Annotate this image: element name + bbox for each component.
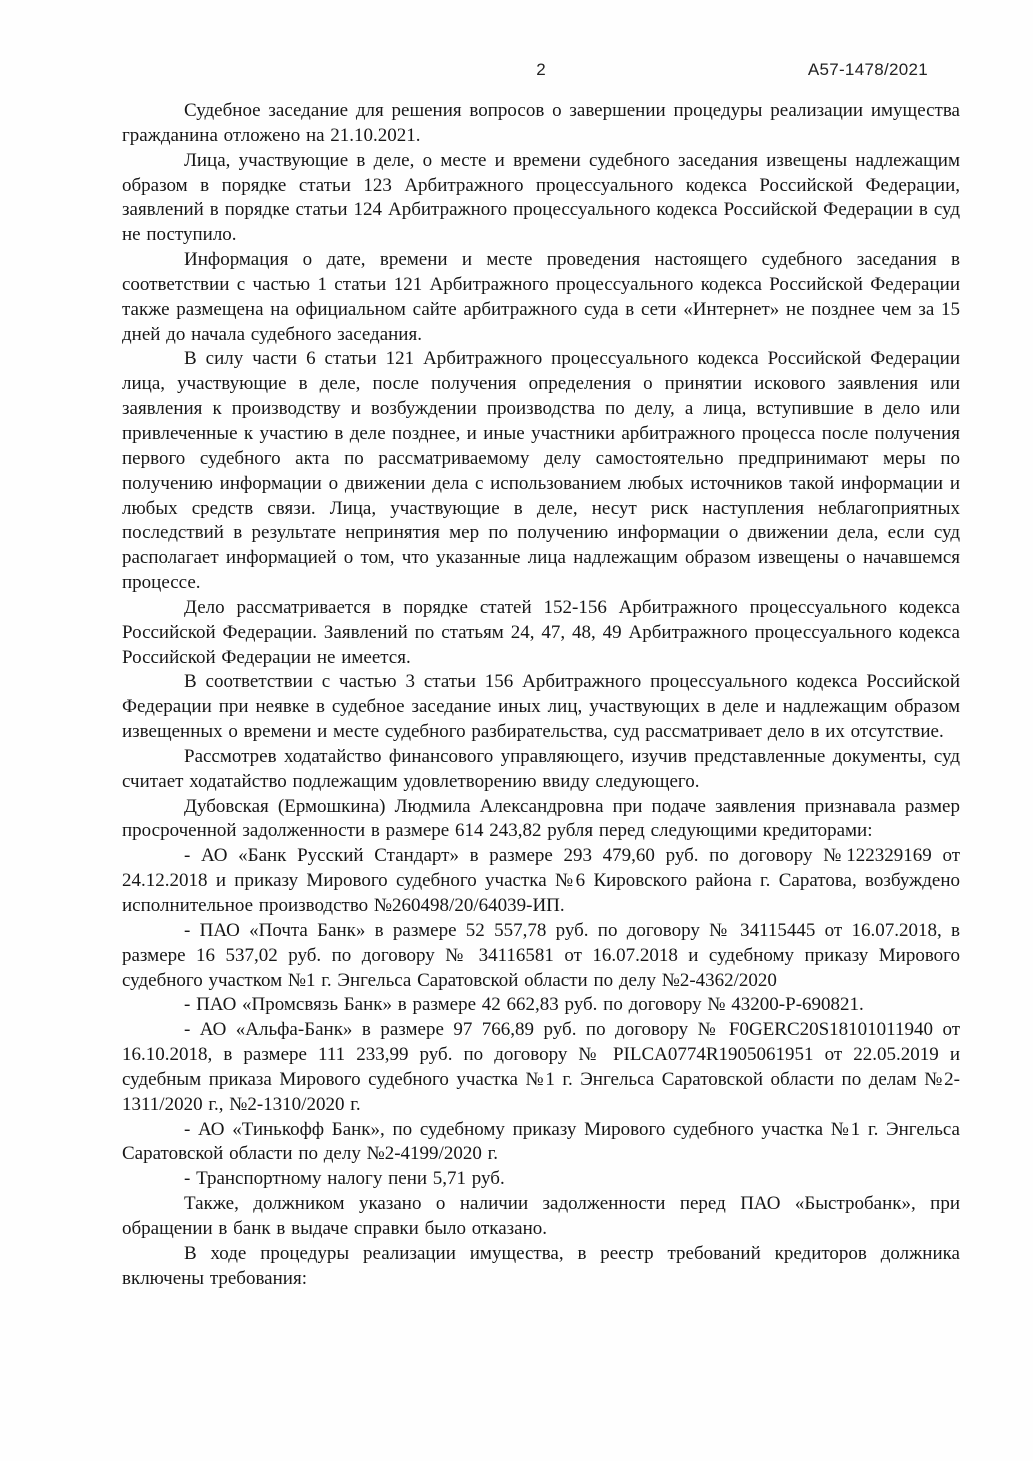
paragraph: Дело рассматривается в порядке статей 152-156 Арбитражного процессуального кодекса Российской Федерации. Заявлений по статьям 24, 47, 48, 49 Арбитражного процессуального кодекса Российской Федерации не имеется. — [122, 596, 960, 668]
paragraph creditor-item: - АО «Банк Русский Стандарт» в размере 293 479,60 руб. по договору №122329169 от 24.12.2018 и приказу Мирового судебного участка №6 Кировского района г. Саратова, возбуждено исполнительное производство №260498/20/64039-ИП. — [122, 845, 960, 916]
paragraph creditor-item: - ПАО «Промсвязь Банк» в размере 42 662,83 руб. по договору № 43200-Р-690821. — [184, 994, 864, 1016]
case-number: А57-1478/2021 — [807, 60, 928, 79]
paragraph creditor-item: - АО «Альфа-Банк» в размере 97 766,89 руб. по договору № F0GERC20S18101011940 от 16.10.2018, в размере 111 233,99 руб. по договору № PILCA0774R1905061951 от 22.05.2019 и судебным приказа Мирового судебного участка №1 г. Энгельса Саратовской области по делам №2-1311/2020 г., №2-1310/2020 г. — [122, 1019, 960, 1115]
paragraph: В соответствии с частью 3 статьи 156 Арбитражного процессуального кодекса Российской Федерации при неявке в судебное заседание иных лиц, участвующих в деле и надлежащим образом извещенных о времени и месте судебного разбирательства, суд рассматривает дело в их отсутствие. — [122, 671, 960, 743]
paragraph: Также, должником указано о наличии задолженности перед ПАО «Быстробанк», при обращении в банк в выдаче справки было отказано. — [122, 1193, 960, 1239]
paragraph: Информация о дате, времени и месте проведения настоящего судебного заседания в соответствии с частью 1 статьи 121 Арбитражного процессуального кодекса Российской Федерации также размещена на официальном сайте арбитражного суда в сети «Интернет» не позднее чем за 15 дней до начала судебного заседания. — [122, 249, 960, 345]
page-number: 2 — [536, 60, 546, 79]
paragraph creditor-item: - ПАО «Почта Банк» в размере 52 557,78 руб. по договору № 34115445 от 16.07.2018, в размере 16 537,02 руб. по договору № 34116581 от 16.07.2018 и судебному приказу Мирового судебного участком №1 г. Энгельса Саратовской области по делу №2-4362/2020 — [122, 919, 960, 991]
document-body — [122, 99, 960, 1292]
page-header — [122, 60, 960, 84]
paragraph: Лица, участвующие в деле, о месте и времени судебного заседания извещены надлежащим образом в порядке статьи 123 Арбитражного процессуального кодекса Российской Федерации, заявлений в порядке статьи 124 Арбитражного процессуального кодекса Российской Федерации в суд не поступило. — [122, 149, 960, 246]
paragraph creditor-item: - Транспортному налогу пени 5,71 руб. — [184, 1168, 505, 1190]
paragraph: В ходе процедуры реализации имущества, в реестр требований кредиторов должника включены требования: — [122, 1242, 960, 1289]
paragraph: Судебное заседание для решения вопросов о завершении процедуры реализации имущества гражданина отложено на 21.10.2021. — [122, 100, 960, 146]
paragraph: В силу части 6 статьи 121 Арбитражного процессуального кодекса Российской Федерации лица, участвующие в деле, после получения определения о принятии искового заявления или заявления к производству и возбуждении производства по делу, а лица, вступившие в дело или привлеченные к участию в деле позднее, и иные участники арбитражного процесса после получения первого судебного акта по рассматриваемому делу самостоятельно предпринимают меры по получению информации о движении дела с использованием любых источников такой информации и любых средств связи. Лица, участвующие в деле, несут риск наступления неблагоприятных последствий в результате непринятия мер по получению информации о движении дела, если суд располагает информацией о том, что указанные лица надлежащим образом извещены о начавшемся процессе. — [122, 348, 960, 594]
paragraph creditor-item: - АО «Тинькофф Банк», по судебному приказу Мирового судебного участка №1 г. Энгельса Саратовской области по делу №2-4199/2020 г. — [122, 1118, 960, 1165]
paragraph: Дубовская (Ермошкина) Людмила Александровна при подаче заявления признавала размер просроченной задолженности в размере 614 243,82 рубля перед следующими кредиторами: — [122, 795, 960, 842]
paragraph: Рассмотрев ходатайство финансового управляющего, изучив представленные документы, суд считает ходатайство подлежащим удовлетворению ввиду следующего. — [122, 745, 960, 792]
